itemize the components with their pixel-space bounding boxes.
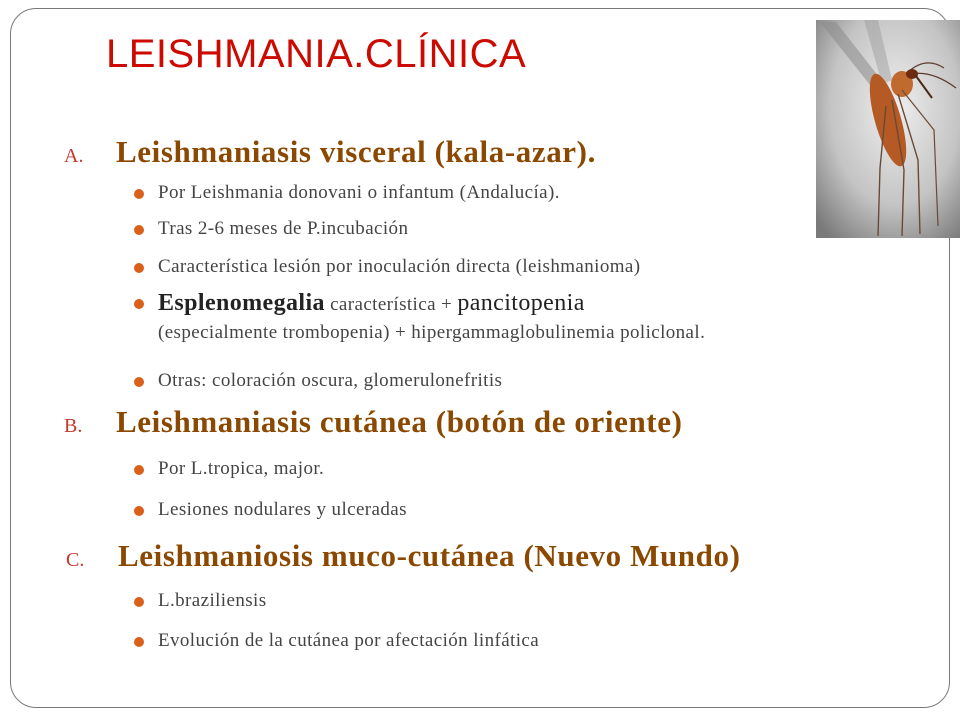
bullet-icon — [134, 299, 144, 309]
slide-title: LEISHMANIA.CLÍNICA — [106, 32, 527, 76]
bullet-icon — [134, 225, 144, 235]
section-letter: B. — [64, 415, 83, 437]
list-item: Tras 2-6 meses de P.incubación — [134, 218, 408, 240]
sandfly-photo — [816, 20, 960, 238]
section-title: Leishmaniasis cutánea (botón de oriente) — [116, 404, 683, 439]
list-item: Esplenomegalia característica + pancitopenia (especialmente trombopenia) + hipergammaglobulinemia policlonal. — [134, 292, 705, 344]
section-letter: A. — [64, 145, 84, 167]
emphasis-text: pancitopenia — [457, 290, 585, 316]
list-item: Característica lesión por inoculación directa (leishmanioma) — [134, 256, 640, 278]
list-item: Por L.tropica, major. — [134, 458, 324, 480]
section-b-heading — [64, 404, 683, 440]
emphasis-text: Esplenomegalia — [158, 290, 325, 316]
bullet-icon — [134, 263, 144, 273]
bullet-icon — [134, 506, 144, 516]
bullet-icon — [134, 637, 144, 647]
section-letter: C. — [66, 549, 85, 571]
section-c-heading — [66, 538, 741, 574]
bullet-icon — [134, 465, 144, 475]
bullet-icon — [134, 189, 144, 199]
bullet-icon — [134, 377, 144, 387]
list-item: L.braziliensis — [134, 590, 267, 612]
list-item: Otras: coloración oscura, glomerulonefritis — [134, 370, 502, 392]
list-item: Lesiones nodulares y ulceradas — [134, 499, 407, 521]
bullet-icon — [134, 597, 144, 607]
section-title: Leishmaniosis muco-cutánea (Nuevo Mundo) — [118, 538, 741, 573]
section-a-heading — [64, 134, 596, 170]
list-item: Por Leishmania donovani o infantum (Andalucía). — [134, 182, 560, 204]
list-item: Evolución de la cutánea por afectación linfática — [134, 630, 539, 652]
section-title: Leishmaniasis visceral (kala-azar). — [116, 134, 596, 169]
